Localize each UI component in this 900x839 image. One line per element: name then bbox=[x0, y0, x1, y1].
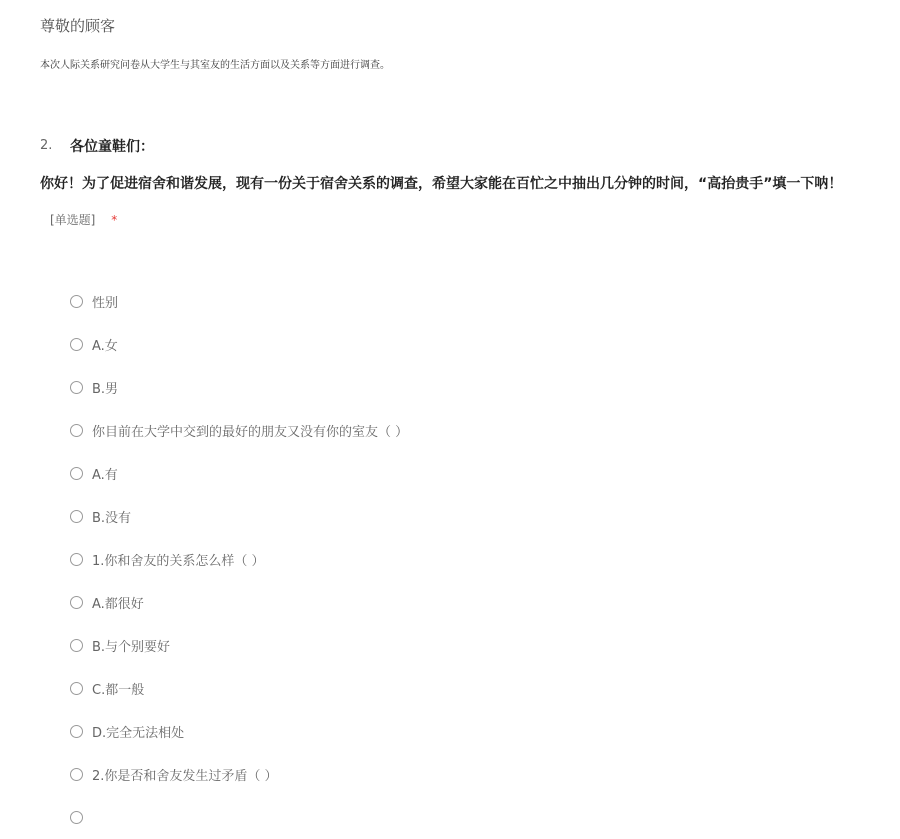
radio-button[interactable] bbox=[70, 467, 83, 480]
question-description: 你好！为了促进宿舍和谐发展，现有一份关于宿舍关系的调查，希望大家能在百忙之中抽出几分钟的时间，“高抬贵手”填一下呐！ bbox=[40, 176, 843, 192]
option-label: 你目前在大学中交到的最好的朋友又没有你的室友（ ） bbox=[92, 424, 409, 440]
radio-button[interactable] bbox=[70, 510, 83, 523]
option-item[interactable] bbox=[70, 581, 408, 624]
option-item[interactable] bbox=[70, 323, 408, 366]
question-type-row bbox=[50, 210, 117, 230]
radio-button[interactable] bbox=[70, 639, 83, 652]
option-label: A.都很好 bbox=[92, 596, 144, 612]
radio-button[interactable] bbox=[70, 553, 83, 566]
option-label: A.女 bbox=[92, 338, 118, 354]
radio-button[interactable] bbox=[70, 596, 83, 609]
option-label: 1.你和舍友的关系怎么样（ ） bbox=[92, 553, 265, 569]
radio-button[interactable] bbox=[70, 295, 83, 308]
option-label: 2.你是否和舍友发生过矛盾（ ） bbox=[92, 768, 278, 784]
option-label: D.完全无法相处 bbox=[92, 725, 185, 741]
radio-button[interactable] bbox=[70, 811, 83, 824]
radio-button[interactable] bbox=[70, 768, 83, 781]
question-type-label: [单选题] bbox=[50, 213, 96, 227]
options-list bbox=[70, 280, 408, 839]
option-item[interactable] bbox=[70, 796, 408, 839]
radio-button[interactable] bbox=[70, 725, 83, 738]
option-label: B.与个别要好 bbox=[92, 639, 171, 655]
option-label: C.都一般 bbox=[92, 682, 145, 698]
option-item[interactable] bbox=[70, 624, 408, 667]
option-item[interactable] bbox=[70, 495, 408, 538]
question-title: 各位童鞋们： bbox=[70, 139, 154, 155]
survey-header-title: 尊敬的顾客 bbox=[40, 17, 116, 35]
option-item[interactable] bbox=[70, 280, 408, 323]
option-label: B.没有 bbox=[92, 510, 132, 526]
radio-button[interactable] bbox=[70, 682, 83, 695]
option-label: A.有 bbox=[92, 467, 118, 483]
option-item[interactable] bbox=[70, 366, 408, 409]
option-item[interactable] bbox=[70, 538, 408, 581]
option-item[interactable] bbox=[70, 667, 408, 710]
option-label: 性别 bbox=[92, 295, 119, 311]
option-item[interactable] bbox=[70, 710, 408, 753]
radio-button[interactable] bbox=[70, 424, 83, 437]
question-number: 2. bbox=[40, 138, 53, 153]
option-item[interactable] bbox=[70, 452, 408, 495]
radio-button[interactable] bbox=[70, 381, 83, 394]
radio-button[interactable] bbox=[70, 338, 83, 351]
survey-header-description: 本次人际关系研究问卷从大学生与其室友的生活方面以及关系等方面进行调查。 bbox=[40, 60, 390, 71]
option-label: B.男 bbox=[92, 381, 119, 397]
required-marker: * bbox=[111, 213, 118, 227]
option-item[interactable] bbox=[70, 409, 408, 452]
option-item[interactable] bbox=[70, 753, 408, 796]
